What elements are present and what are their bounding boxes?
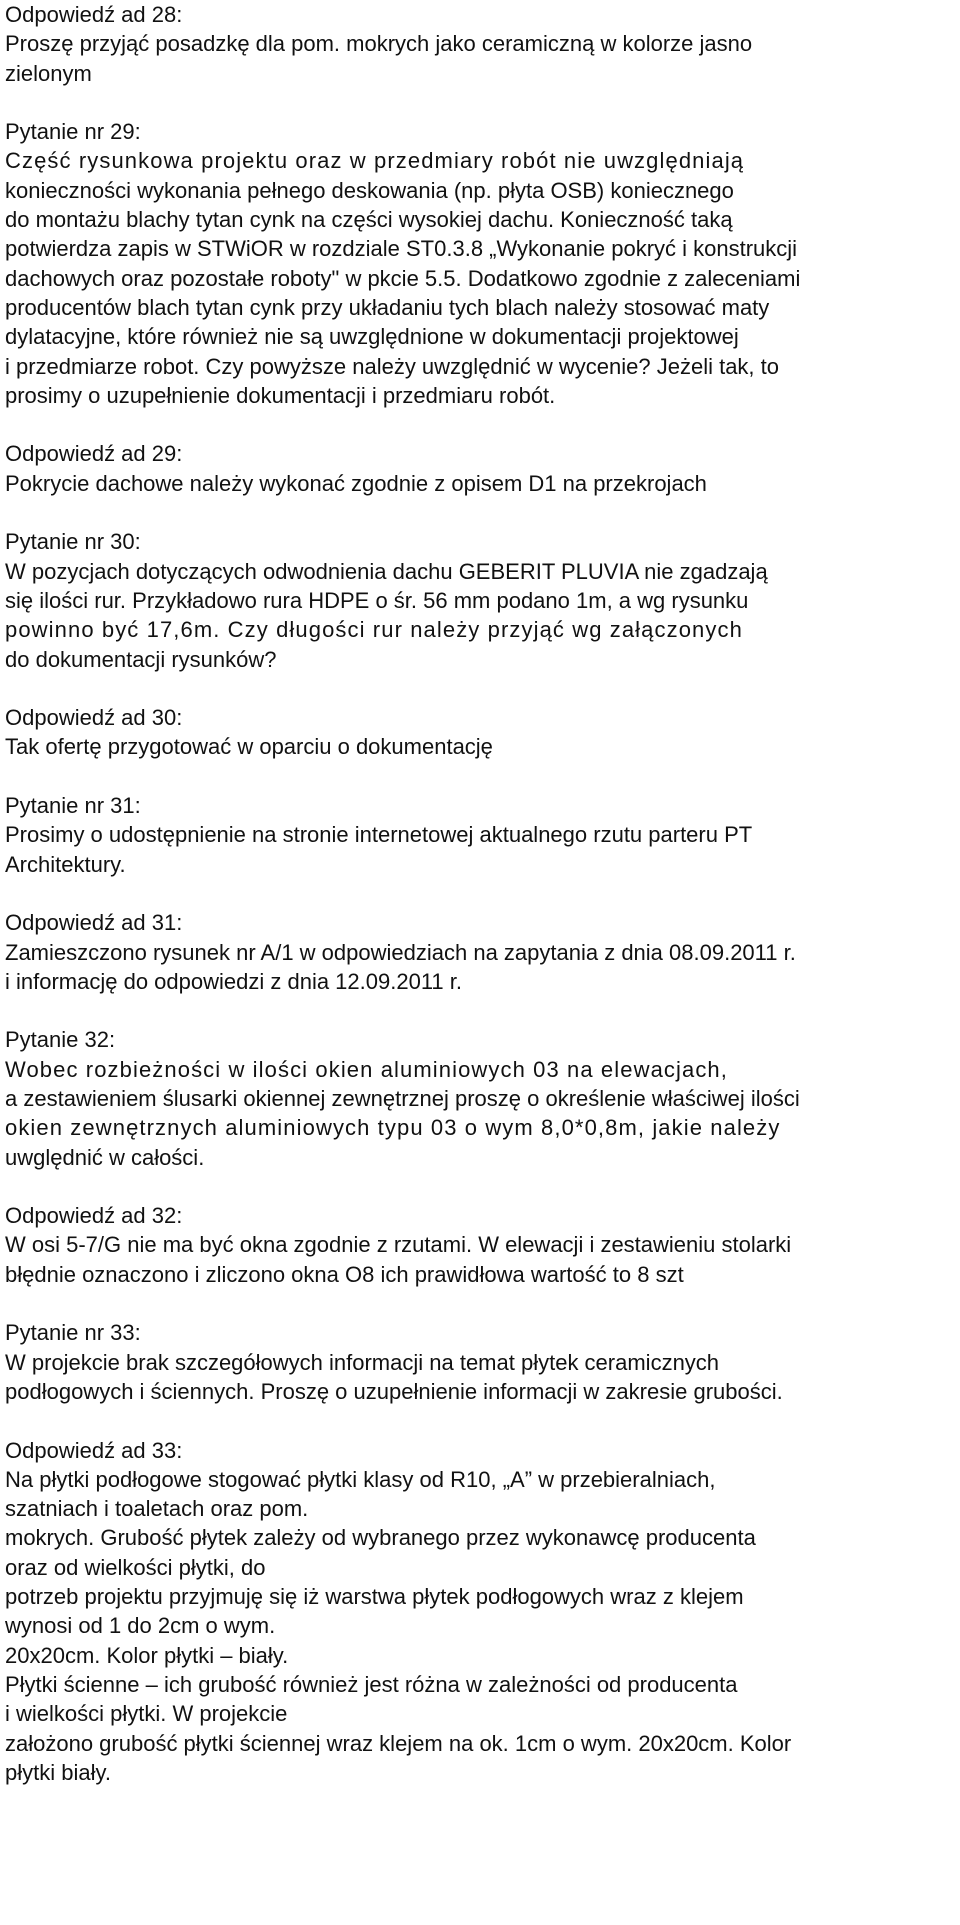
section-heading: Pytanie 32: <box>5 1027 116 1053</box>
text-line: Wobec rozbieżności w ilości okien aluminiowych 03 na elewacjach, <box>5 1056 728 1082</box>
section-heading: Odpowiedź ad 32: <box>5 1203 183 1229</box>
text-line: podłogowych i ściennych. Proszę o uzupełnienie informacji w zakresie grubości. <box>5 1378 783 1404</box>
text-line: producentów blach tytan cynk przy układaniu tych blach należy stosować maty <box>5 294 770 320</box>
text-line: prosimy o uzupełnienie dokumentacji i przedmiaru robót. <box>5 382 556 408</box>
text-line: potwierdza zapis w STWiOR w rozdziale ST0.3.8 „Wykonanie pokryć i konstrukcji <box>5 236 798 262</box>
text-line: Na płytki podłogowe stogować płytki klasy od R10, „A” w przebieralniach, <box>5 1466 716 1492</box>
qa-block-question-29 <box>5 117 954 410</box>
section-heading: Odpowiedź ad 28: <box>5 2 183 27</box>
section-heading: Pytanie nr 31: <box>5 793 141 819</box>
qa-block-answer-28 <box>5 0 954 88</box>
text-line: zielonym <box>5 60 92 86</box>
text-line: do dokumentacji rysunków? <box>5 646 277 672</box>
section-heading: Odpowiedź ad 33: <box>5 1437 183 1463</box>
text-line: W pozycjach dotyczących odwodnienia dachu GEBERIT PLUVIA nie zgadzają <box>5 558 768 584</box>
text-line: dylatacyjne, które również nie są uwzględnione w dokumentacji projektowej <box>5 324 739 350</box>
text-line: Prosimy o udostępnienie na stronie internetowej aktualnego rzutu parteru PT <box>5 822 753 848</box>
text-line: Część rysunkowa projektu oraz w przedmiary robót nie uwzględniają <box>5 148 745 174</box>
text-line: się ilości rur. Przykładowo rura HDPE o śr. 56 mm podano 1m, a wg rysunku <box>5 587 749 613</box>
text-line: dachowych oraz pozostałe roboty" w pkcie 5.5. Dodatkowo zgodnie z zaleceniami <box>5 265 801 291</box>
text-line: 20x20cm. Kolor płytki – biały. <box>5 1642 289 1668</box>
section-heading: Odpowiedź ad 30: <box>5 705 183 731</box>
text-line: powinno być 17,6m. Czy długości rur należy przyjąć wg załączonych <box>5 617 743 643</box>
text-line: oraz od wielkości płytki, do <box>5 1554 266 1580</box>
text-line: potrzeb projektu przyjmuję się iż warstwa płytek podłogowych wraz z klejem <box>5 1584 744 1610</box>
section-heading: Odpowiedź ad 31: <box>5 910 183 936</box>
text-line: błędnie oznaczono i zliczono okna O8 ich prawidłowa wartość to 8 szt <box>5 1261 684 1287</box>
text-line: Płytki ścienne – ich grubość również jest różna w zależności od producenta <box>5 1671 738 1697</box>
text-line: a zestawieniem ślusarki okiennej zewnętrznej proszę o określenie właściwej ilości <box>5 1085 800 1111</box>
text-line: szatniach i toaletach oraz pom. <box>5 1496 309 1522</box>
section-heading: Odpowiedź ad 29: <box>5 441 183 467</box>
qa-block-answer-30 <box>5 703 954 762</box>
text-line: Zamieszczono rysunek nr A/1 w odpowiedziach na zapytania z dnia 08.09.2011 r. <box>5 939 796 965</box>
text-line: Architektury. <box>5 851 126 877</box>
qa-block-answer-31 <box>5 908 954 996</box>
text-line: płytki biały. <box>5 1759 111 1785</box>
text-line: i wielkości płytki. W projekcie <box>5 1701 288 1727</box>
text-line: wynosi od 1 do 2cm o wym. <box>5 1613 276 1639</box>
text-line: konieczności wykonania pełnego deskowania (np. płyta OSB) koniecznego <box>5 177 734 203</box>
text-line: W osi 5-7/G nie ma być okna zgodnie z rzutami. W elewacji i zestawieniu stolarki <box>5 1232 792 1258</box>
text-line: Pokrycie dachowe należy wykonać zgodnie z opisem D1 na przekrojach <box>5 470 707 496</box>
text-line: okien zewnętrznych aluminiowych typu 03 o wym 8,0*0,8m, jakie należy <box>5 1115 781 1141</box>
text-line: do montażu blachy tytan cynk na części wysokiej dachu. Konieczność taką <box>5 207 733 233</box>
text-line: i przedmiarze robot. Czy powyższe należy uwzględnić w wycenie? Jeżeli tak, to <box>5 353 779 379</box>
text-line: Proszę przyjąć posadzkę dla pom. mokrych jako ceramiczną w kolorze jasno <box>5 31 753 57</box>
qa-block-question-30 <box>5 527 954 673</box>
section-heading: Pytanie nr 30: <box>5 529 141 555</box>
qa-block-answer-33 <box>5 1436 954 1788</box>
section-heading: Pytanie nr 33: <box>5 1320 141 1346</box>
text-line: W projekcie brak szczegółowych informacji na temat płytek ceramicznych <box>5 1349 720 1375</box>
qa-block-question-32 <box>5 1025 954 1171</box>
qa-block-answer-32 <box>5 1201 954 1289</box>
text-line: mokrych. Grubość płytek zależy od wybranego przez wykonawcę producenta <box>5 1525 756 1551</box>
qa-block-answer-29 <box>5 439 954 498</box>
section-heading: Pytanie nr 29: <box>5 119 141 145</box>
text-line: i informację do odpowiedzi z dnia 12.09.2011 r. <box>5 968 462 994</box>
text-line: uwględnić w całości. <box>5 1144 205 1170</box>
text-line: założono grubość płytki ściennej wraz klejem na ok. 1cm o wym. 20x20cm. Kolor <box>5 1730 792 1756</box>
text-line: Tak ofertę przygotować w oparciu o dokumentację <box>5 734 493 760</box>
qa-block-question-33 <box>5 1318 954 1406</box>
qa-block-question-31 <box>5 791 954 879</box>
